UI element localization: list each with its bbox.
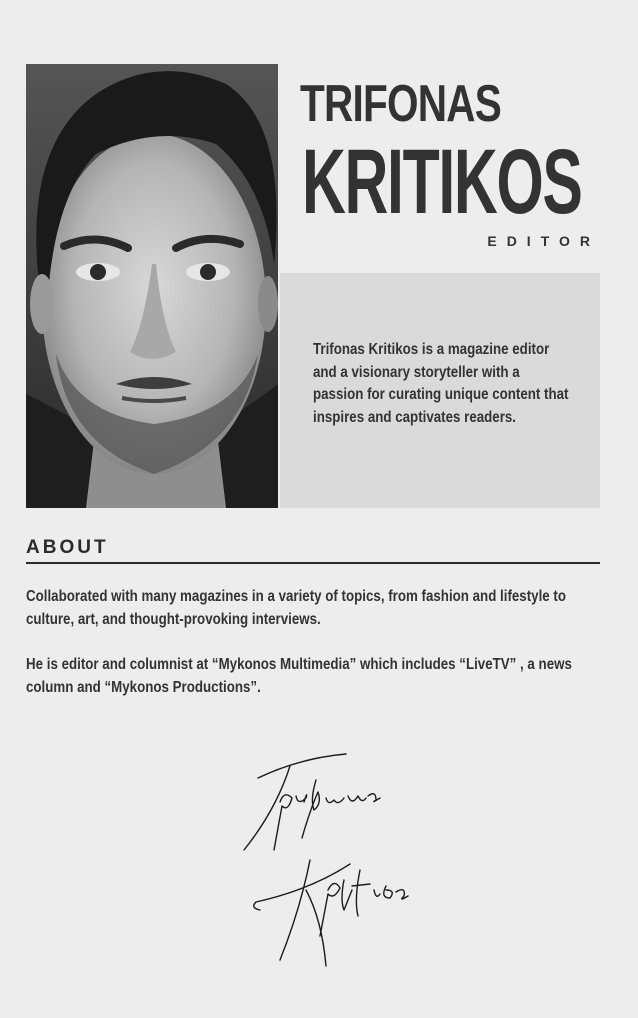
bio-panel	[280, 273, 600, 508]
about-paragraph-1: Collaborated with many magazines in a variety of topics, from fashion and lifestyle to culture, art, and thought-provoking interviews.	[26, 588, 566, 628]
about-heading: ABOUT	[26, 537, 109, 558]
bio-text: Trifonas Kritikos is a magazine editor and a visionary storyteller with a passion for curating unique content that inspires and captivates readers.	[313, 341, 569, 426]
about-paragraph-2: He is editor and columnist at “Mykonos Multimedia” which includes “LiveTV” , a news column and “Mykonos Productions”.	[26, 656, 572, 696]
last-name: KRITIKOS	[302, 131, 582, 233]
first-name: TRIFONAS	[300, 75, 502, 133]
about-divider	[26, 562, 600, 564]
signature	[230, 740, 430, 970]
portrait-photo	[26, 64, 278, 508]
role-title: EDITOR	[487, 233, 600, 249]
